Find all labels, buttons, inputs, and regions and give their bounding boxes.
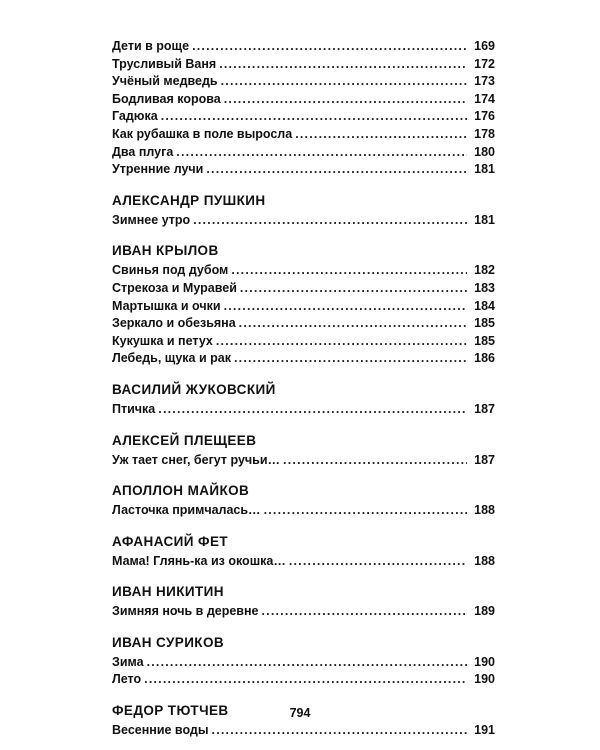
dot-leader bbox=[147, 654, 467, 672]
dot-leader bbox=[158, 401, 467, 419]
toc-entry bbox=[112, 452, 495, 470]
entry-title: Дети в роще bbox=[112, 39, 190, 53]
toc-section bbox=[112, 38, 495, 179]
dot-leader bbox=[206, 161, 467, 179]
dot-leader bbox=[224, 91, 467, 109]
toc-section bbox=[112, 632, 495, 689]
author-heading: ФЕДОР ТЮТЧЕВ bbox=[112, 703, 229, 719]
entry-page-number: 173 bbox=[474, 74, 495, 89]
entry-page-number: 190 bbox=[474, 672, 495, 687]
dot-leader bbox=[231, 262, 467, 280]
toc-entry bbox=[112, 298, 495, 316]
toc-section bbox=[112, 531, 495, 571]
toc-section bbox=[112, 240, 495, 368]
entry-page-number: 174 bbox=[474, 91, 495, 106]
toc-section bbox=[112, 190, 495, 230]
dot-leader bbox=[212, 722, 467, 740]
toc-section bbox=[112, 480, 495, 520]
author-heading: АФАНАСИЙ ФЕТ bbox=[112, 533, 228, 549]
entry-title: Два плуга bbox=[112, 144, 174, 159]
entry-title: Зимняя ночь в деревне bbox=[112, 604, 259, 619]
entry-title: Весенние воды bbox=[112, 723, 209, 738]
dot-leader bbox=[216, 333, 467, 351]
toc-entry bbox=[112, 401, 495, 419]
dot-leader bbox=[295, 126, 467, 144]
entry-page-number: 178 bbox=[474, 126, 495, 141]
toc-entry bbox=[112, 126, 495, 144]
entry-page-number: 181 bbox=[474, 162, 495, 177]
dot-leader bbox=[264, 502, 467, 520]
toc-entry bbox=[112, 212, 495, 230]
dot-leader bbox=[289, 553, 467, 571]
entry-title: Зеркало и обезьяна bbox=[112, 316, 236, 331]
toc-entry bbox=[112, 38, 495, 56]
entry-title: Гадюка bbox=[112, 109, 158, 124]
entry-page-number: 190 bbox=[474, 654, 495, 669]
toc-section bbox=[112, 430, 495, 470]
toc-entry bbox=[112, 603, 495, 621]
entry-page-number: 187 bbox=[474, 452, 495, 467]
author-heading: ИВАН СУРИКОВ bbox=[112, 634, 224, 650]
dot-leader bbox=[193, 212, 467, 230]
toc-entry bbox=[112, 161, 495, 179]
entry-page-number: 169 bbox=[474, 39, 495, 53]
entry-page-number: 189 bbox=[474, 604, 495, 619]
toc-entry bbox=[112, 722, 495, 740]
dot-leader bbox=[239, 315, 467, 333]
dot-leader bbox=[240, 280, 467, 298]
entry-title: Утренние лучи bbox=[112, 162, 204, 177]
toc-entry bbox=[112, 315, 495, 333]
dot-leader bbox=[144, 671, 467, 689]
entry-page-number: 180 bbox=[474, 144, 495, 159]
toc-section bbox=[112, 581, 495, 621]
entry-title: Трусливый Ваня bbox=[112, 56, 217, 71]
entry-title: Птичка bbox=[112, 401, 156, 416]
entry-title: Учёный медведь bbox=[112, 74, 218, 89]
entry-title: Лебедь, щука и рак bbox=[112, 351, 231, 366]
entry-page-number: 176 bbox=[474, 109, 495, 124]
dot-leader bbox=[176, 144, 467, 162]
toc-entry bbox=[112, 73, 495, 91]
entry-title: Свинья под дубом bbox=[112, 263, 229, 278]
author-heading: ИВАН НИКИТИН bbox=[112, 584, 224, 600]
dot-leader bbox=[261, 603, 467, 621]
entry-page-number: 191 bbox=[474, 723, 495, 738]
toc-entry bbox=[112, 553, 495, 571]
entry-title: Кукушка и петух bbox=[112, 333, 213, 348]
toc-entry bbox=[112, 654, 495, 672]
dot-leader bbox=[234, 350, 467, 368]
dot-leader bbox=[161, 108, 467, 126]
entry-page-number: 185 bbox=[474, 333, 495, 348]
toc-section bbox=[112, 379, 495, 419]
entry-page-number: 187 bbox=[474, 401, 495, 416]
toc-entry bbox=[112, 56, 495, 74]
table-of-contents bbox=[112, 38, 495, 740]
entry-title: Мартышка и очки bbox=[112, 298, 221, 313]
entry-page-number: 182 bbox=[474, 263, 495, 278]
entry-title: Лето bbox=[112, 672, 142, 687]
toc-entry bbox=[112, 91, 495, 109]
entry-title: Стрекоза и Муравей bbox=[112, 280, 237, 295]
dot-leader bbox=[283, 452, 467, 470]
entry-title: Бодливая корова bbox=[112, 91, 221, 106]
dot-leader bbox=[224, 298, 467, 316]
entry-page-number: 188 bbox=[474, 503, 495, 518]
dot-leader bbox=[192, 38, 467, 56]
entry-page-number: 172 bbox=[474, 56, 495, 71]
entry-title: Ласточка примчалась… bbox=[112, 503, 261, 518]
author-heading: АПОЛЛОН МАЙКОВ bbox=[112, 483, 250, 499]
entry-page-number: 181 bbox=[474, 212, 495, 227]
entry-title: Как рубашка в поле выросла bbox=[112, 126, 293, 141]
entry-page-number: 186 bbox=[474, 351, 495, 366]
entry-title: Зима bbox=[112, 654, 144, 669]
page-number: 794 bbox=[289, 706, 311, 720]
entry-page-number: 183 bbox=[474, 280, 495, 295]
entry-page-number: 185 bbox=[474, 316, 495, 331]
entry-title: Мама! Глянь-ка из окошка… bbox=[112, 553, 286, 568]
toc-entry bbox=[112, 502, 495, 520]
entry-page-number: 184 bbox=[474, 298, 495, 313]
author-heading: ИВАН КРЫЛОВ bbox=[112, 243, 219, 259]
toc-entry bbox=[112, 333, 495, 351]
toc-entry bbox=[112, 144, 495, 162]
toc-entry bbox=[112, 280, 495, 298]
entry-title: Уж тает снег, бегут ручьи… bbox=[112, 452, 281, 467]
author-heading: АЛЕКСАНДР ПУШКИН bbox=[112, 192, 266, 208]
entry-page-number: 188 bbox=[474, 553, 495, 568]
dot-leader bbox=[219, 56, 467, 74]
dot-leader bbox=[221, 73, 467, 91]
author-heading: ВАСИЛИЙ ЖУКОВСКИЙ bbox=[112, 381, 276, 397]
toc-entry bbox=[112, 350, 495, 368]
author-heading: АЛЕКСЕЙ ПЛЕЩЕЕВ bbox=[112, 432, 257, 448]
toc-entry bbox=[112, 262, 495, 280]
toc-entry bbox=[112, 671, 495, 689]
toc-entry bbox=[112, 108, 495, 126]
entry-title: Зимнее утро bbox=[112, 212, 191, 227]
